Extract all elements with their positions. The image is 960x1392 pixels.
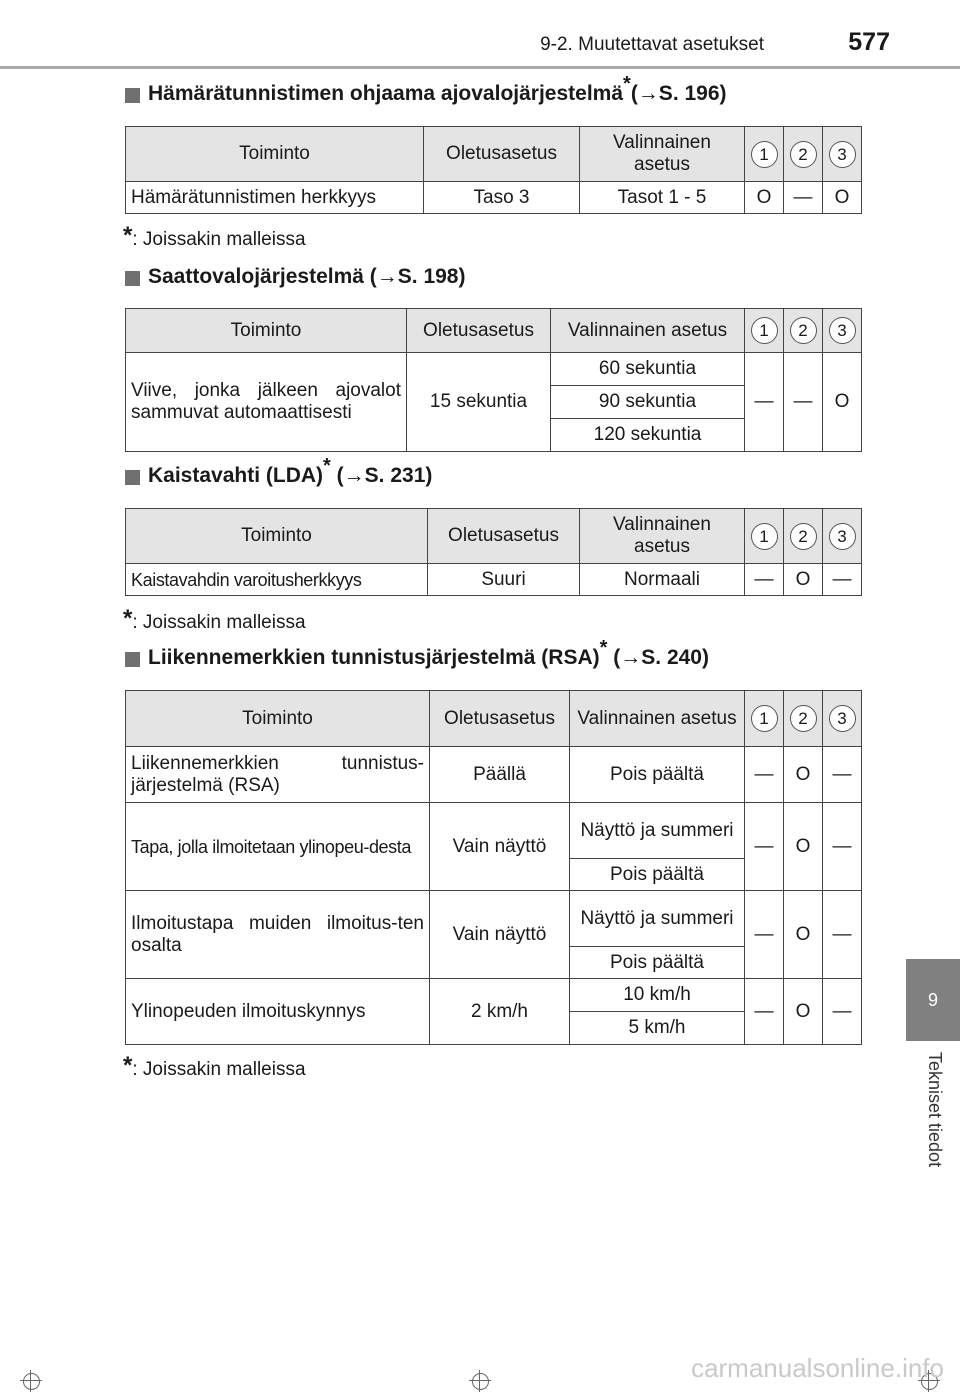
crop-mark-icon	[469, 1370, 491, 1392]
page-reference: (→S. 240)	[613, 646, 709, 669]
cell-c1: —	[745, 891, 784, 979]
footnote-text: : Joissakin malleissa	[132, 229, 306, 250]
chapter-tab	[906, 959, 960, 1041]
cell-option: 90 sekuntia	[551, 386, 745, 419]
cell-function: Kaistavahdin varoitusherkkyys	[126, 564, 428, 596]
cell-custom: Tasot 1 - 5	[580, 182, 745, 214]
footnote	[123, 222, 306, 251]
col-1	[745, 309, 784, 353]
cell-c1: —	[745, 353, 784, 452]
heading-text: Hämärätunnistimen ohjaama ajovalojärjestelmä	[148, 82, 624, 105]
table-row	[126, 891, 862, 947]
col-3	[823, 127, 862, 182]
chapter-label: Tekniset tiedot	[925, 1052, 945, 1168]
heading-text: Kaistavahti (LDA)	[148, 464, 324, 487]
table-lane-departure	[125, 508, 862, 596]
table-row	[126, 747, 862, 803]
table-header-row	[126, 127, 862, 182]
cell-option: 120 sekuntia	[551, 419, 745, 452]
cell-c2: O	[784, 891, 823, 979]
cell-c2: O	[784, 564, 823, 596]
col-default: Oletusasetus	[428, 509, 580, 564]
cell-default: Taso 3	[424, 182, 580, 214]
cell-function: Liikennemerkkien tunnistus-järjestelmä (RSA)	[126, 747, 430, 803]
table-header-row	[126, 509, 862, 564]
col-custom: Valinnainen asetus	[580, 509, 745, 564]
col-default: Oletusasetus	[424, 127, 580, 182]
bullet-square-icon	[125, 652, 140, 667]
footnote-asterisk: *	[123, 605, 133, 632]
col-1	[745, 691, 784, 747]
cell-option: Näyttö ja summeri	[570, 891, 745, 947]
cell-function: Viive, jonka jälkeen ajovalot sammuvat automaattisesti	[126, 353, 407, 452]
col-2	[784, 309, 823, 353]
table-row	[126, 353, 862, 386]
cell-c2: O	[784, 803, 823, 891]
cell-option: 5 km/h	[570, 1012, 745, 1045]
cell-option: Pois päältä	[570, 859, 745, 891]
circled-2-icon: 2	[790, 317, 817, 344]
cell-default: Vain näyttö	[430, 803, 570, 891]
cell-c1: —	[745, 747, 784, 803]
col-default: Oletusasetus	[407, 309, 551, 353]
col-3	[823, 691, 862, 747]
header-rule	[0, 66, 960, 69]
cell-c3: —	[823, 803, 862, 891]
footnote-text: : Joissakin malleissa	[132, 1059, 306, 1080]
col-function: Toiminto	[126, 127, 424, 182]
cell-option: Näyttö ja summeri	[570, 803, 745, 859]
cell-c2: O	[784, 979, 823, 1045]
col-default: Oletusasetus	[430, 691, 570, 747]
page-reference: (→S. 231)	[336, 464, 433, 487]
circled-3-icon: 3	[829, 705, 856, 732]
cell-function: Tapa, jolla ilmoitetaan ylinopeu-desta	[126, 803, 430, 891]
heading-lane-departure: Kaistavahti (LDA) * (→S. 231)	[125, 464, 432, 488]
col-2	[784, 127, 823, 182]
circled-3-icon: 3	[829, 141, 856, 168]
col-function: Toiminto	[126, 509, 428, 564]
cell-default: Vain näyttö	[430, 891, 570, 979]
section-title: 9-2. Muutettavat asetukset	[540, 34, 764, 55]
circled-1-icon: 1	[751, 141, 778, 168]
cell-c3: —	[823, 979, 862, 1045]
bullet-square-icon	[125, 88, 140, 103]
page-number: 577	[848, 28, 890, 56]
col-function: Toiminto	[126, 309, 407, 353]
table-road-sign-assist	[125, 690, 862, 1045]
footnote	[123, 1052, 306, 1081]
cell-option: 60 sekuntia	[551, 353, 745, 386]
page-reference: (→S. 198)	[369, 265, 466, 288]
col-3	[823, 309, 862, 353]
cell-c2: O	[784, 747, 823, 803]
circled-3-icon: 3	[829, 523, 856, 550]
heading-text: Liikennemerkkien tunnistusjärjestelmä (RSA)	[148, 646, 600, 669]
col-1	[745, 509, 784, 564]
cell-default: Suuri	[428, 564, 580, 596]
col-1	[745, 127, 784, 182]
table-header-row	[126, 691, 862, 747]
cell-custom: Normaali	[580, 564, 745, 596]
footnote-text: : Joissakin malleissa	[132, 612, 306, 633]
watermark: carmanualsonline.info	[691, 1353, 944, 1383]
circled-2-icon: 2	[790, 523, 817, 550]
cell-c1: —	[745, 979, 784, 1045]
circled-3-icon: 3	[829, 317, 856, 344]
cell-c3: O	[823, 353, 862, 452]
col-custom: Valinnainen asetus	[551, 309, 745, 353]
bullet-square-icon	[125, 271, 140, 286]
cell-c3: —	[823, 891, 862, 979]
circled-1-icon: 1	[751, 705, 778, 732]
circled-2-icon: 2	[790, 141, 817, 168]
cell-c1: —	[745, 564, 784, 596]
cell-option: Pois päältä	[570, 747, 745, 803]
heading-twilight-sensor: Hämärätunnistimen ohjaama ajovalojärjestelmä * (→S. 196)	[125, 82, 727, 106]
heading-road-sign-assist: Liikennemerkkien tunnistusjärjestelmä (RSA) * (→S. 240)	[125, 646, 709, 670]
bullet-square-icon	[125, 470, 140, 485]
heading-text: Saattovalojärjestelmä	[148, 265, 364, 288]
cell-c3: —	[823, 747, 862, 803]
table-row	[126, 182, 862, 214]
cell-c3: —	[823, 564, 862, 596]
cell-c2: —	[784, 182, 823, 214]
footnote-asterisk: *	[123, 222, 133, 249]
cell-c3: O	[823, 182, 862, 214]
cell-option: Pois päältä	[570, 947, 745, 979]
col-2	[784, 691, 823, 747]
col-custom: Valinnainen asetus	[580, 127, 745, 182]
col-function: Toiminto	[126, 691, 430, 747]
col-3	[823, 509, 862, 564]
crop-mark-icon	[20, 1370, 42, 1392]
table-escort-lights	[125, 308, 862, 452]
circled-1-icon: 1	[751, 523, 778, 550]
cell-default: Päällä	[430, 747, 570, 803]
heading-escort-lights	[125, 265, 465, 289]
col-custom: Valinnainen asetus	[570, 691, 745, 747]
cell-default: 15 sekuntia	[407, 353, 551, 452]
chapter-number: 9	[927, 989, 938, 1010]
table-header-row	[126, 309, 862, 353]
table-twilight-sensor	[125, 126, 862, 214]
footnote-asterisk: *	[123, 1052, 133, 1079]
table-row	[126, 979, 862, 1012]
footnote	[123, 605, 306, 634]
page-reference: (→S. 196)	[630, 82, 727, 105]
cell-option: 10 km/h	[570, 979, 745, 1012]
cell-c2: —	[784, 353, 823, 452]
circled-1-icon: 1	[751, 317, 778, 344]
cell-default: 2 km/h	[430, 979, 570, 1045]
col-2	[784, 509, 823, 564]
cell-function: Ylinopeuden ilmoituskynnys	[126, 979, 430, 1045]
circled-2-icon: 2	[790, 705, 817, 732]
cell-c1: O	[745, 182, 784, 214]
table-row	[126, 803, 862, 859]
table-row	[126, 564, 862, 596]
cell-function: Hämärätunnistimen herkkyys	[126, 182, 424, 214]
cell-c1: —	[745, 803, 784, 891]
cell-function: Ilmoitustapa muiden ilmoitus-ten osalta	[126, 891, 430, 979]
